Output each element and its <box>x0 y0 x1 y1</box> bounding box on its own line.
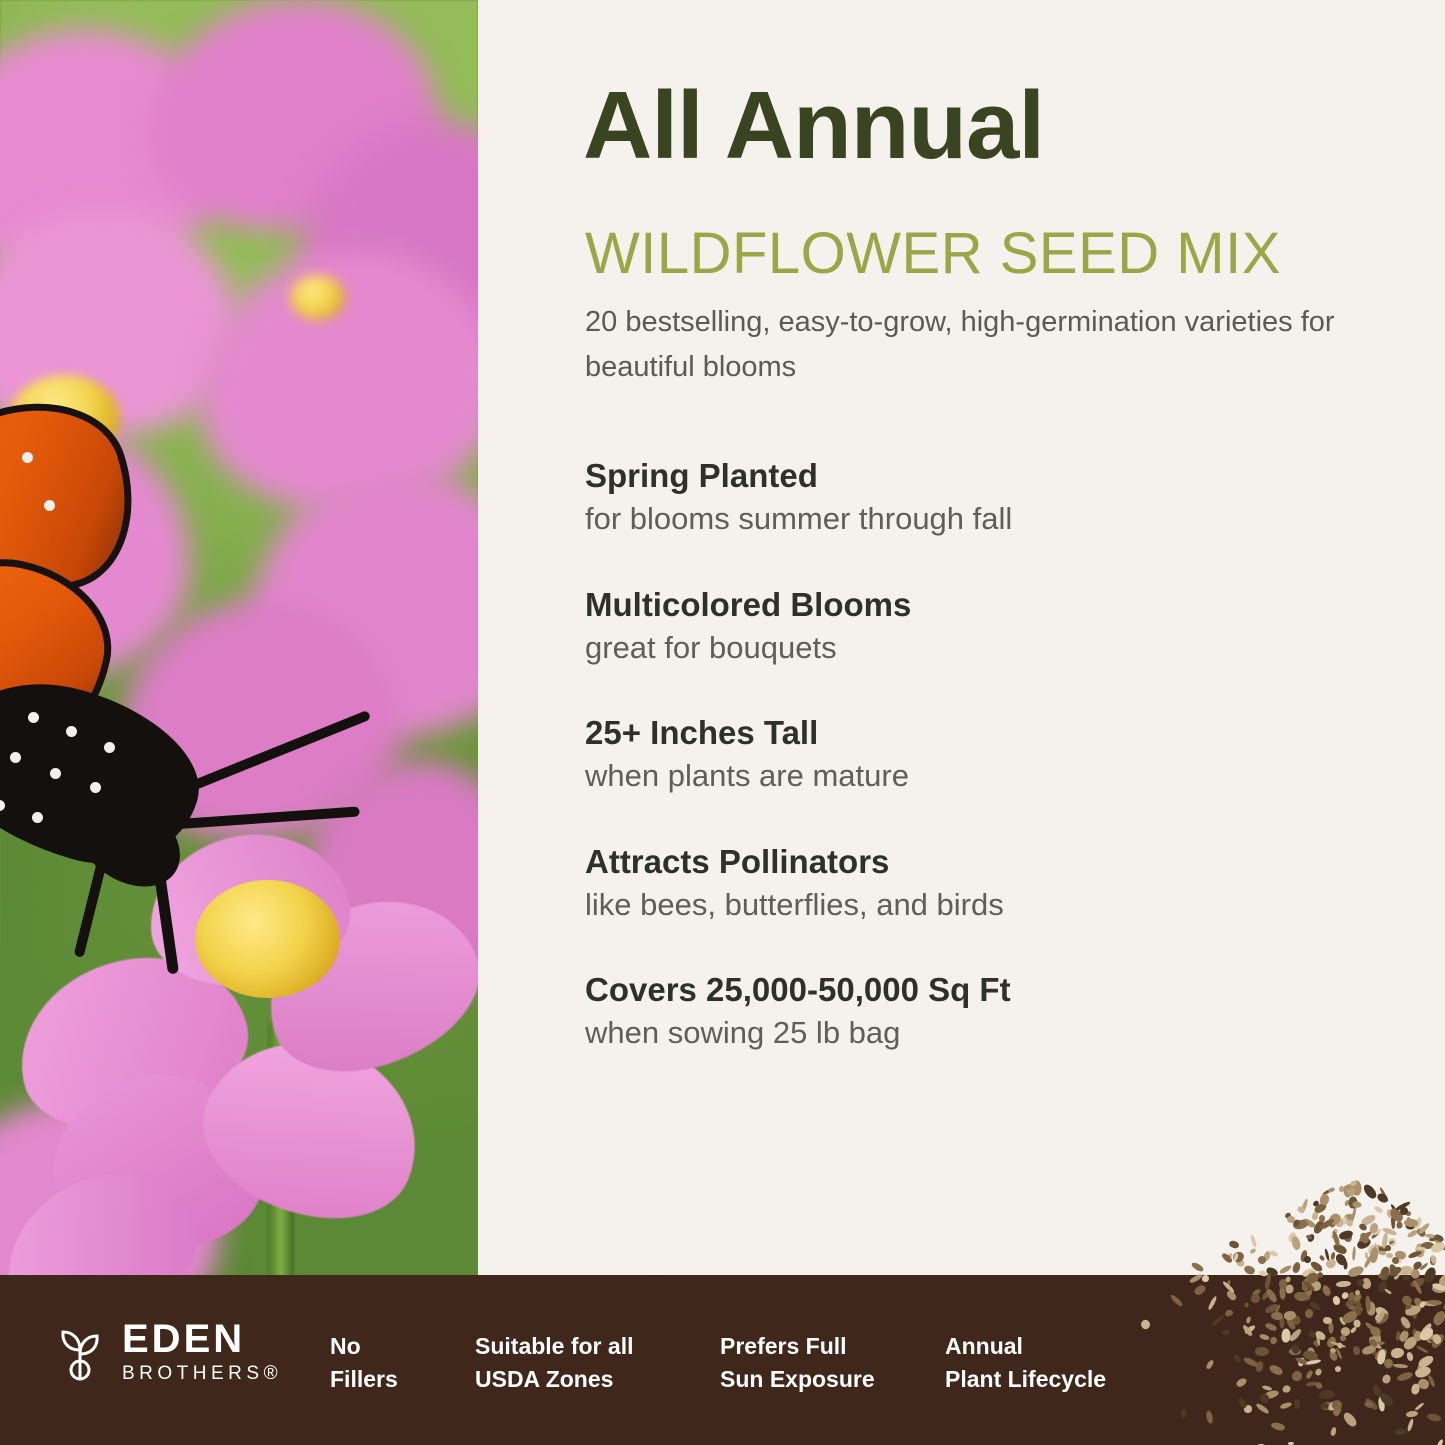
footer-badges <box>330 1330 1175 1397</box>
footer-bar <box>0 1275 1445 1445</box>
feature-subtitle: for blooms summer through fall <box>585 501 1013 537</box>
feature-title: 25+ Inches Tall <box>585 714 819 752</box>
badge-line-2: Sun Exposure <box>720 1366 875 1393</box>
page-subtitle: WILDFLOWER SEED MIX <box>585 221 1281 286</box>
page-description: 20 bestselling, easy-to-grow, high-germination varieties for beautiful blooms <box>585 306 1335 383</box>
badge-no-fillers <box>330 1330 475 1397</box>
butterfly-wing-spot <box>44 500 55 511</box>
flower-center <box>290 275 345 320</box>
badge-line-2: USDA Zones <box>475 1366 614 1393</box>
feature-subtitle: great for bouquets <box>585 629 837 665</box>
product-photo <box>0 0 478 1300</box>
flower-center <box>195 880 340 998</box>
feature-subtitle: like bees, butterflies, and birds <box>585 886 1004 922</box>
badge-line-2: Fillers <box>330 1366 398 1393</box>
feature-item <box>585 455 1385 540</box>
badge-line-1: No <box>330 1333 361 1359</box>
feature-subtitle: when plants are mature <box>585 758 909 794</box>
brand-name: EDEN <box>122 1317 246 1361</box>
butterfly-wing-spot <box>90 782 101 793</box>
badge-usda-zones <box>475 1330 720 1397</box>
butterfly-wing-spot <box>50 768 61 779</box>
feature-title: Covers 25,000-50,000 Sq Ft <box>585 971 1011 1009</box>
badge-line-1: Prefers Full <box>720 1333 847 1359</box>
feature-item <box>585 969 1385 1054</box>
brand-tagline: BROTHERS® <box>122 1363 283 1384</box>
seedling-icon <box>52 1320 108 1382</box>
butterfly-wing-spot <box>32 812 43 823</box>
feature-item <box>585 712 1385 797</box>
feature-title: Multicolored Blooms <box>585 585 912 623</box>
brand-text <box>122 1319 282 1383</box>
badge-plant-lifecycle <box>945 1330 1175 1397</box>
feature-subtitle: when sowing 25 lb bag <box>585 1015 901 1051</box>
butterfly-wing-spot <box>104 742 115 753</box>
butterfly-wing-spot <box>28 712 39 723</box>
feature-list <box>585 455 1385 1098</box>
brand-logo <box>52 1319 282 1383</box>
butterfly-wing-spot <box>66 726 77 737</box>
feature-item <box>585 841 1385 926</box>
content-panel <box>478 0 1445 1300</box>
page-title: All Annual <box>583 72 1045 179</box>
torn-edge <box>0 1275 1445 1287</box>
badge-line-1: Suitable for all <box>475 1333 634 1359</box>
badge-sun-exposure <box>720 1330 945 1397</box>
feature-item <box>585 584 1385 669</box>
feature-title: Spring Planted <box>585 457 818 494</box>
feature-title: Attracts Pollinators <box>585 842 890 880</box>
butterfly-wing-spot <box>10 752 21 763</box>
badge-line-2: Plant Lifecycle <box>945 1366 1107 1393</box>
butterfly-wing-spot <box>22 452 33 463</box>
badge-line-1: Annual <box>945 1333 1023 1359</box>
